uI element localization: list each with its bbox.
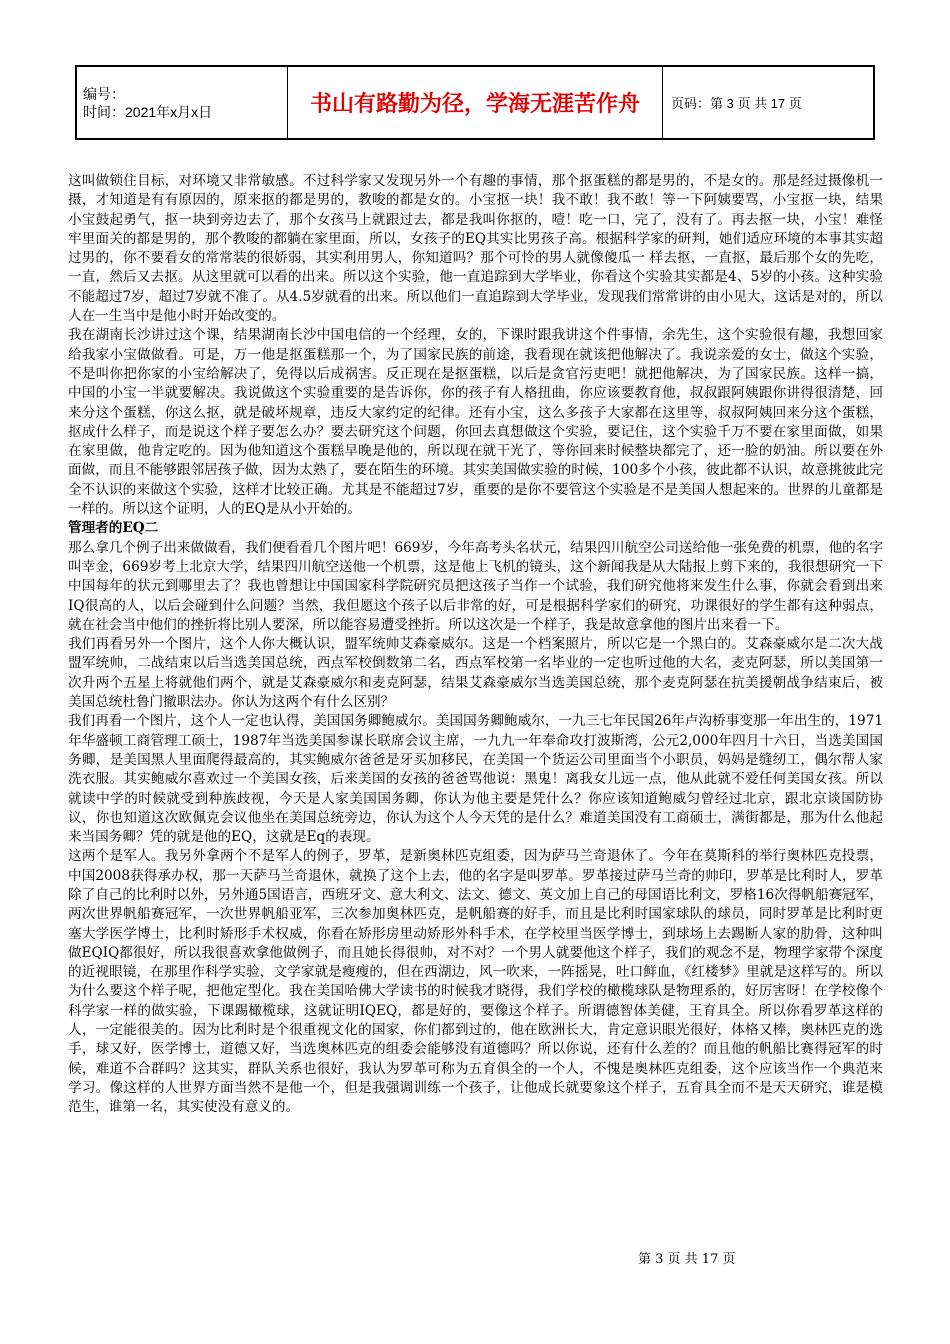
- document-body: [68, 172, 883, 1118]
- footer-page-number: 第 3 页 共 17 页: [638, 1252, 736, 1267]
- body-paragraph: 这叫做锁住目标，对环境又非常敏感。不过科学家又发现另外一个有趣的事情，那个抠蛋糕的都是男的，不是女的。那是经过摄像机一摄，才知道是有有原因的，原来抠的都是男的，教唆的都是女的。小宝抠一块！我不敢！我不敢！等一下阿姨要骂，小宝抠一块，结果小宝鼓起勇气，抠一块到旁边去了，那个女孩马上就跟过去，都是我叫你抠的，噎！吃一口，完了，没有了。再去抠一块，小宝！难怪牢里面关的都是男的，那个教唆的都躺在家里面，所以，女孩子的EQ其实比男孩子高。根据科学家的研判，她们适应环境的本事其实超过男的，你不要看女的常常装的很娇弱，其实利用男人，你知道吗？那个可怜的男人就像傻瓜一 样去抠，一直抠，最后那个女的先吃，一直，然后又去抠。从这里就可以看的出来。所以这个实验，他一直追踪到大学毕业，你看这个实验其实都是4、5岁的小孩。这种实验不能超过7岁，超过7岁就不准了。从4.5岁就看的出来。所以他们一直追踪到大学毕业，发现我们常常讲的由小见大，这话是对的，所以人在一生当中是他小时开始改变的。: [68, 173, 883, 325]
- section-heading: 管理者的EQ二: [68, 520, 159, 537]
- header-meta: [77, 67, 287, 138]
- document-number-label: 编号：: [83, 85, 125, 102]
- body-paragraph: 这两个是军人。我另外拿两个不是军人的例子，罗革，是新奥林匹克组委，因为萨马兰奇退休了。今年在莫斯科的举行奥林匹克投票，中国2008获得承办权，那一天萨马兰奇退休，就换了这个上去，他的名字是叫罗革。罗革接过萨马兰奇的帅印，罗革是比利时人，罗革除了自己的比利时以外，另外通5国语言，西班牙文、意大利文、法文、德文、英文加上自己的母国语比利文，罗格16次得帆船赛冠军，两次世界帆船赛冠军，一次世界帆船亚军，三次参加奥林匹克，是帆船赛的好手，而且是比利时国家球队的球员，同时罗革是比利时更塞大学医学博士，比利时矫形手术权威，你看在矫形房里动矫形外科手术，在学校里当医学博士，到球场上去踢断人家的肋骨，这种叫做EQIQ都很好，所以我很喜欢拿他做例子，而且她长得很帅，对不对？一个男人就要他这个样子，我们的观念不是，物理学家带个深度的近视眼镜，在那里作科学实验，文学家就是瘦瘦的，但在西湖边，风一吹来，一阵摇晃，吐口鲜血，《红楼梦》里就是这样写的。所以为什么要这个样子呢，把他定型化。我在美国哈佛大学读书的时候我才晓得，我们学校的橄榄球队是物理系的，好厉害呀！在学校像个科学家一样的做实验，下课踢橄榄球，这就证明IQEQ，都是好的，要像这个样子。所谓德智体美健，王育具全。所以你看罗革这样的人，一定能很美的。因为比利时是个很重视文化的国家，你们都到过的，他在欧洲长大，肯定意识眼光很好，体格又棒，奥林匹克的选手，球又好，医学博士，道德又好，当选奥林匹克的组委会能够没有道德吗？所以你说，还有什么差的？而且他的帆船比赛得冠军的时候，难道不合群吗？这其实，群队关系也很好，我认为罗革可称为五育俱全的一个人，不愧是奥林匹克组委，这个应该当作一个典范来学习。像这样的人世界方面当然不是他一个，但是我强调训练一个孩子，让他成长就要象这个样子，五育具全而不是天天研究，谁是模范生，谁第一名，其实使没有意义的。: [68, 848, 883, 1116]
- body-paragraph: 我们再看另外一个图片，这个人你大概认识，盟军统帅艾森豪威尔。这是一个档案照片，所以它是一个黑白的。艾森豪威尔是二次大战盟军统帅，二战结束以后当选美国总统，西点军校倒数第二名，西点军校第一名毕业的一定也听过他的大名，麦克阿瑟，所以美国第一次升两个五星上将就他们两个，就是艾森豪威尔和麦克阿瑟，结果艾森豪威尔当选美国总统，那个麦克阿瑟在抗美援朝战争结束后，被美国总统杜鲁门撤职法办。你认为这两个有什么区别？: [68, 636, 883, 711]
- body-paragraph: 我们再看一个图片，这个人一定也认得，美国国务卿鲍威尔。美国国务卿鲍威尔，一九三七年民国26年卢沟桥事变那一年出生的，1971年华盛顿工商管理工硕士，1987年当选美国参谋长联席会议主席，一九九一年奉命攻打波斯湾，公元2,000年四月十六日，当选美国国务卿，是美国黑人里面爬得最高的，其实鲍威尔爸爸是牙买加移民，在美国一个货运公司里面当个小职员，妈妈是缝纫工，偶尔帮人家洗衣服。其实鲍威尔喜欢过一个美国女孩，后来美国的女孩的爸爸骂他说：黑鬼！离我女儿远一点，他从此就不爱任何美国女孩。所以就读中学的时候就受到种族歧视，今天是人家美国国务卿，你认为他主要是凭什么？你应该知道鲍威匀曾经过北京，跟北京谈国防协议，你也知道这次欧佩克会议他坐在美国总统旁边，你认为这个人今天凭的是什么？难道美国没有工商硕士，满街都是，那为什么他起来当国务卿？凭的就是他的EQ，这就是Eq的表现。: [68, 713, 883, 846]
- header-page-number: 页码：第 3 页 共 17 页: [671, 96, 802, 111]
- header-slogan: 书山有路勤为径，学海无涯苦作舟: [287, 67, 663, 138]
- document-time-label: 时间：2021年x月x日: [83, 103, 213, 120]
- page-header: [75, 65, 875, 140]
- body-paragraph: 那么拿几个例子出来做做看，我们便看看几个图片吧！669岁，今年高考头名状元，结果四川航空公司送给他一张免费的机票，他的名字叫幸金，669岁考上北京大学，结果四川航空送他一个机票，这是他上飞机的镜头，这个新闻我是从大陆报上剪下来的，我很想研究一下中国每年的状元到哪里去了？我也曾想让中国国家科学院研究员把这孩子当作一个试验，我们研究他将来发生什么事，你就会看到出来IQ很高的人，以后会碰到什么问题？当然，我但愿这个孩子以后非常的好，可是根据科学家们的研究，功课很好的学生都有这种弱点，就在社会当中他们的挫折将比别人要深，所以能容易遭受挫折。所以这次是一个样子，我是故意拿他的图片出来看一下。: [68, 539, 883, 633]
- body-paragraph: 我在湖南长沙讲过这个课，结果湖南长沙中国电信的一个经理，女的，下课时跟我讲这个件事情，余先生，这个实验很有趣，我想回家给我家小宝做做看。可是，万一他是抠蛋糕那一个，为了国家民族的前途，我看现在就该把他解决了。我说亲爱的女士，做这个实验，不是叫你把你家的小宝给解决了，免得以后成祸害。反正现在是抠蛋糕，以后是贪官污吏吧！就把他解决，为了国家民族。这样一搞，中国的小宝一半就要解决。我说做这个实验重要的是告诉你，你的孩子有人格扭曲，你应该要教育他，叔叔跟阿姨跟你讲得很清楚，回来分这个蛋糕，你这么抠，就是破坏规章，违反大家约定的纪律。还有小宝，这么多孩子大家都在这里等，叔叔阿姨回来分这个蛋糕，抠成什么样子，而是说这个样子要怎么办？要去研究这个问题，你回去真想做这个实验，要记住，这个实验千万不要在家里面做，如果在家里做，他肯定吃的。因为他知道这个蛋糕早晚是他的，所以现在就干光了，等你回来时候整块都完了，还一脸的奶油。所以要在外面做，而且不能够跟邻居孩子做，因为太熟了，要在陌生的环境。其实美国做实验的时候，100多个小孩，彼此都不认识，故意挑彼此完全不认识的来做这个实验，这样才比较正确。尤其是不能超过7岁，重要的是你不要管这个实验是不是美国人想起来的。世界的儿童都是一样的。所以这个证明，人的EQ是从小开始的。: [68, 327, 883, 518]
